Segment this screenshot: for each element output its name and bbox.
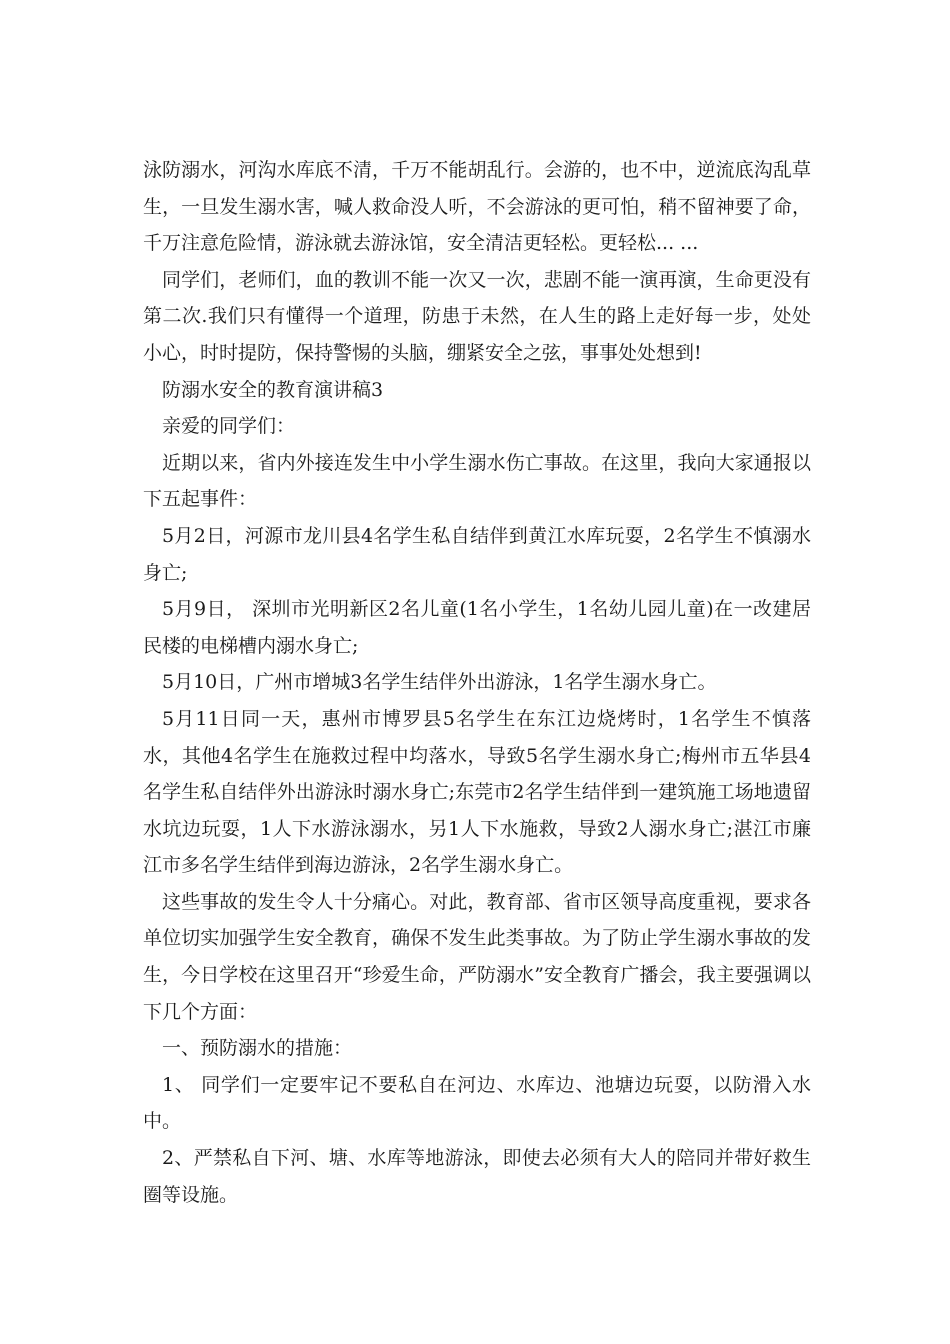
speech-title: 防溺水安全的教育演讲稿3 [162,378,384,401]
paragraph-poem-ending: 泳防溺水，河沟水库底不清，千万不能胡乱行。会游的，也不中，逆流底沟乱草生，一旦发生溺水害，喊人救命没人听，不会游泳的更可怕，稍不留神要了命，千万注意危险情，游泳就去游泳馆，安全清洁更轻松。更轻松... ... [143,159,811,255]
paragraph-closing-appeal: 同学们，老师们，血的教训不能一次又一次，悲剧不能一演再演，生命更没有第二次.我们只有懂得一个道理，防患于未然，在人生的路上走好每一步，处处小心，时时提防，保持警惕的头脑，绷紧安全之弦，事事处处想到! [143,268,811,364]
paragraph-intro: 近期以来，省内外接连发生中小学生溺水伤亡事故。在这里，我向大家通报以下五起事件： [143,451,811,511]
measure-item-1: 1、 同学们一定要牢记不要私自在河边、水库边、池塘边玩耍，以防滑入水中。 [143,1073,811,1133]
incident-may-10: 5月10日，广州市增城3名学生结伴外出游泳，1名学生溺水身亡。 [162,671,717,694]
document-body [143,152,811,1213]
measure-item-2: 2、严禁私自下河、塘、水库等地游泳，即使去必须有大人的陪同并带好救生圈等设施。 [143,1147,811,1206]
incident-may-11: 5月11日同一天，惠州市博罗县5名学生在东江边烧烤时，1名学生不慎落水，其他4名学生在施救过程中均落水，导致5名学生溺水身亡;梅州市五华县4名学生私自结伴外出游泳时溺水身亡;东莞市2名学生结伴到一建筑施工场地遗留水坑边玩耍，1人下水游泳溺水，另1人下水施救，导致2人溺水身亡;湛江市廉江市多名学生结伴到海边游泳，2名学生溺水身亡。 [143,707,811,877]
incident-may-2: 5月2日，河源市龙川县4名学生私自结伴到黄江水库玩耍，2名学生不慎溺水身亡; [143,524,811,584]
section-heading-prevention: 一、预防溺水的措施： [162,1037,353,1060]
paragraph-response: 这些事故的发生令人十分痛心。对此，教育部、省市区领导高度重视，要求各单位切实加强学生安全教育，确保不发生此类事故。为了防止学生溺水事故的发生，今日学校在这里召开“珍爱生命，严防溺水”安全教育广播会，我主要强调以下几个方面： [143,890,811,1023]
incident-may-9: 5月9日， 深圳市光明新区2名儿童(1名小学生，1名幼儿园儿童)在一改建居民楼的电梯槽内溺水身亡; [143,598,811,657]
speech-salutation: 亲爱的同学们： [162,415,296,438]
